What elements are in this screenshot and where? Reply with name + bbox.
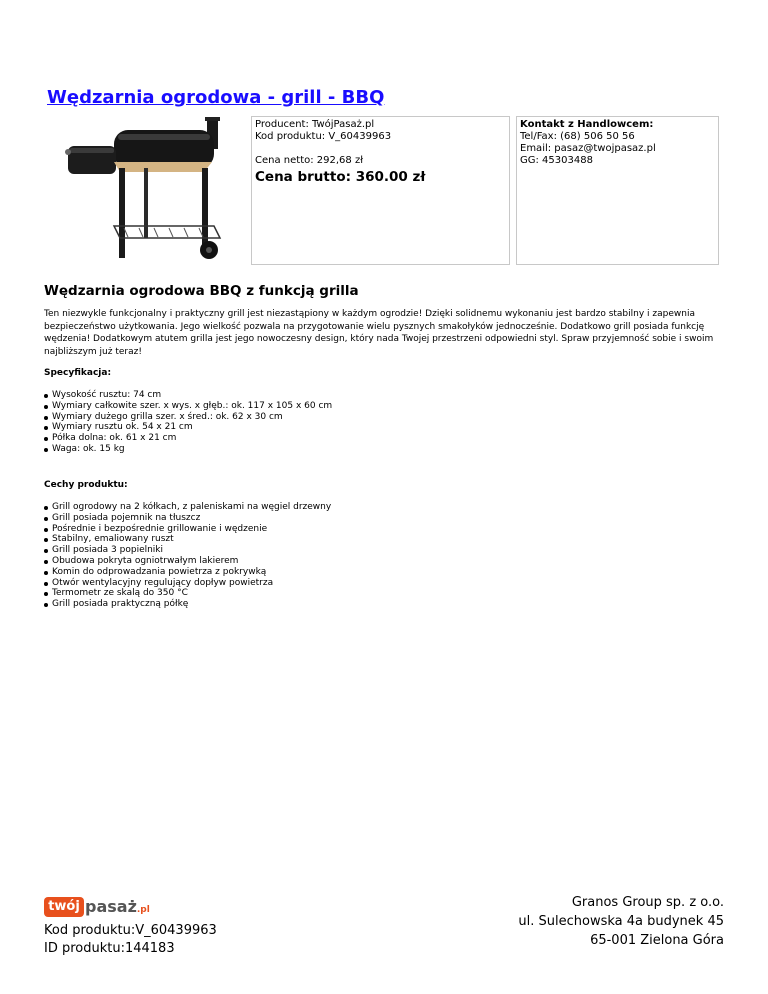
product-image bbox=[44, 116, 244, 266]
list-item: Waga: ok. 15 kg bbox=[44, 444, 332, 455]
contact-gg: GG: 45303488 bbox=[520, 155, 593, 166]
list-item: Wymiary dużego grilla szer. x śred.: ok. 62 x 30 cm bbox=[44, 412, 332, 423]
company-name: Granos Group sp. z o.o. bbox=[571, 895, 724, 910]
company-street: ul. Sulechowska 4a budynek 45 bbox=[518, 914, 724, 929]
description-body: Ten niezwykle funkcjonalny i praktyczny grill jest niezastąpiony w każdym ogrodzie! Dzięki solidnemu wykonaniu jest bardzo stabilny i zapewnia bezpieczeństwo użytkowania. Jego wielkość pozwala na przygotowanie wielu pysznych smakołyków jednocześnie. Dodatkowo grill posiada funkcję wędzenia! Dodatkowym atutem grilla jest jego nowoczesny design, który nada Twojej przestrzeni odpowiedni styl. Spraw przyjemność sobie i swoim najbliższym już teraz! bbox=[44, 309, 714, 357]
list-item: Stabilny, emaliowany ruszt bbox=[44, 534, 331, 545]
product-title-link[interactable]: Wędzarnia ogrodowa - grill - BBQ bbox=[47, 87, 385, 108]
list-item: Komin do odprowadzania powietrza z pokrywką bbox=[44, 567, 331, 578]
footer-left bbox=[44, 897, 264, 957]
grill-image-icon bbox=[44, 116, 244, 266]
specs-heading: Specyfikacja: bbox=[44, 368, 112, 378]
price-gross-text: Cena brutto: 360.00 zł bbox=[255, 169, 426, 185]
list-item: Grill posiada 3 popielniki bbox=[44, 545, 331, 556]
logo-badge: twój bbox=[44, 897, 84, 917]
footer-product-id: ID produktu:144183 bbox=[44, 941, 175, 956]
footer-product-code: Kod produktu:V_60439963 bbox=[44, 923, 217, 938]
list-item: Wymiary rusztu ok. 54 x 21 cm bbox=[44, 422, 332, 433]
list-item: Pośrednie i bezpośrednie grillowanie i wędzenie bbox=[44, 524, 331, 535]
list-item: Wysokość rusztu: 74 cm bbox=[44, 390, 332, 401]
price-net-text: Cena netto: 292,68 zł bbox=[255, 155, 364, 166]
product-info-box bbox=[251, 116, 510, 265]
producer-text: Producent: TwójPasaż.pl bbox=[255, 119, 375, 130]
list-item: Grill ogrodowy na 2 kółkach, z paleniskami na węgiel drzewny bbox=[44, 502, 331, 513]
list-item: Otwór wentylacyjny regulujący dopływ powietrza bbox=[44, 578, 331, 589]
list-item: Półka dolna: ok. 61 x 21 cm bbox=[44, 433, 332, 444]
contact-box bbox=[516, 116, 719, 265]
contact-email: Email: pasaz@twojpasaz.pl bbox=[520, 143, 656, 154]
company-city: 65-001 Zielona Góra bbox=[590, 933, 724, 948]
footer-address bbox=[518, 893, 724, 950]
specs-list bbox=[44, 390, 332, 455]
description-heading: Wędzarnia ogrodowa BBQ z funkcją grilla bbox=[44, 283, 359, 299]
features-heading: Cechy produktu: bbox=[44, 480, 128, 490]
list-item: Grill posiada praktyczną półkę bbox=[44, 599, 331, 610]
list-item: Termometr ze skalą do 350 °C bbox=[44, 588, 331, 599]
list-item: Wymiary całkowite szer. x wys. x głęb.: ok. 117 x 105 x 60 cm bbox=[44, 401, 332, 412]
logo-text: pasaż.pl bbox=[85, 897, 150, 916]
list-item: Obudowa pokryta ogniotrwałym lakierem bbox=[44, 556, 331, 567]
product-code-text: Kod produktu: V_60439963 bbox=[255, 131, 392, 142]
contact-phone: Tel/Fax: (68) 506 50 56 bbox=[520, 131, 635, 142]
features-list bbox=[44, 502, 331, 610]
twojpasaz-logo bbox=[44, 897, 154, 919]
contact-heading: Kontakt z Handlowcem: bbox=[520, 119, 654, 130]
list-item: Grill posiada pojemnik na tłuszcz bbox=[44, 513, 331, 524]
